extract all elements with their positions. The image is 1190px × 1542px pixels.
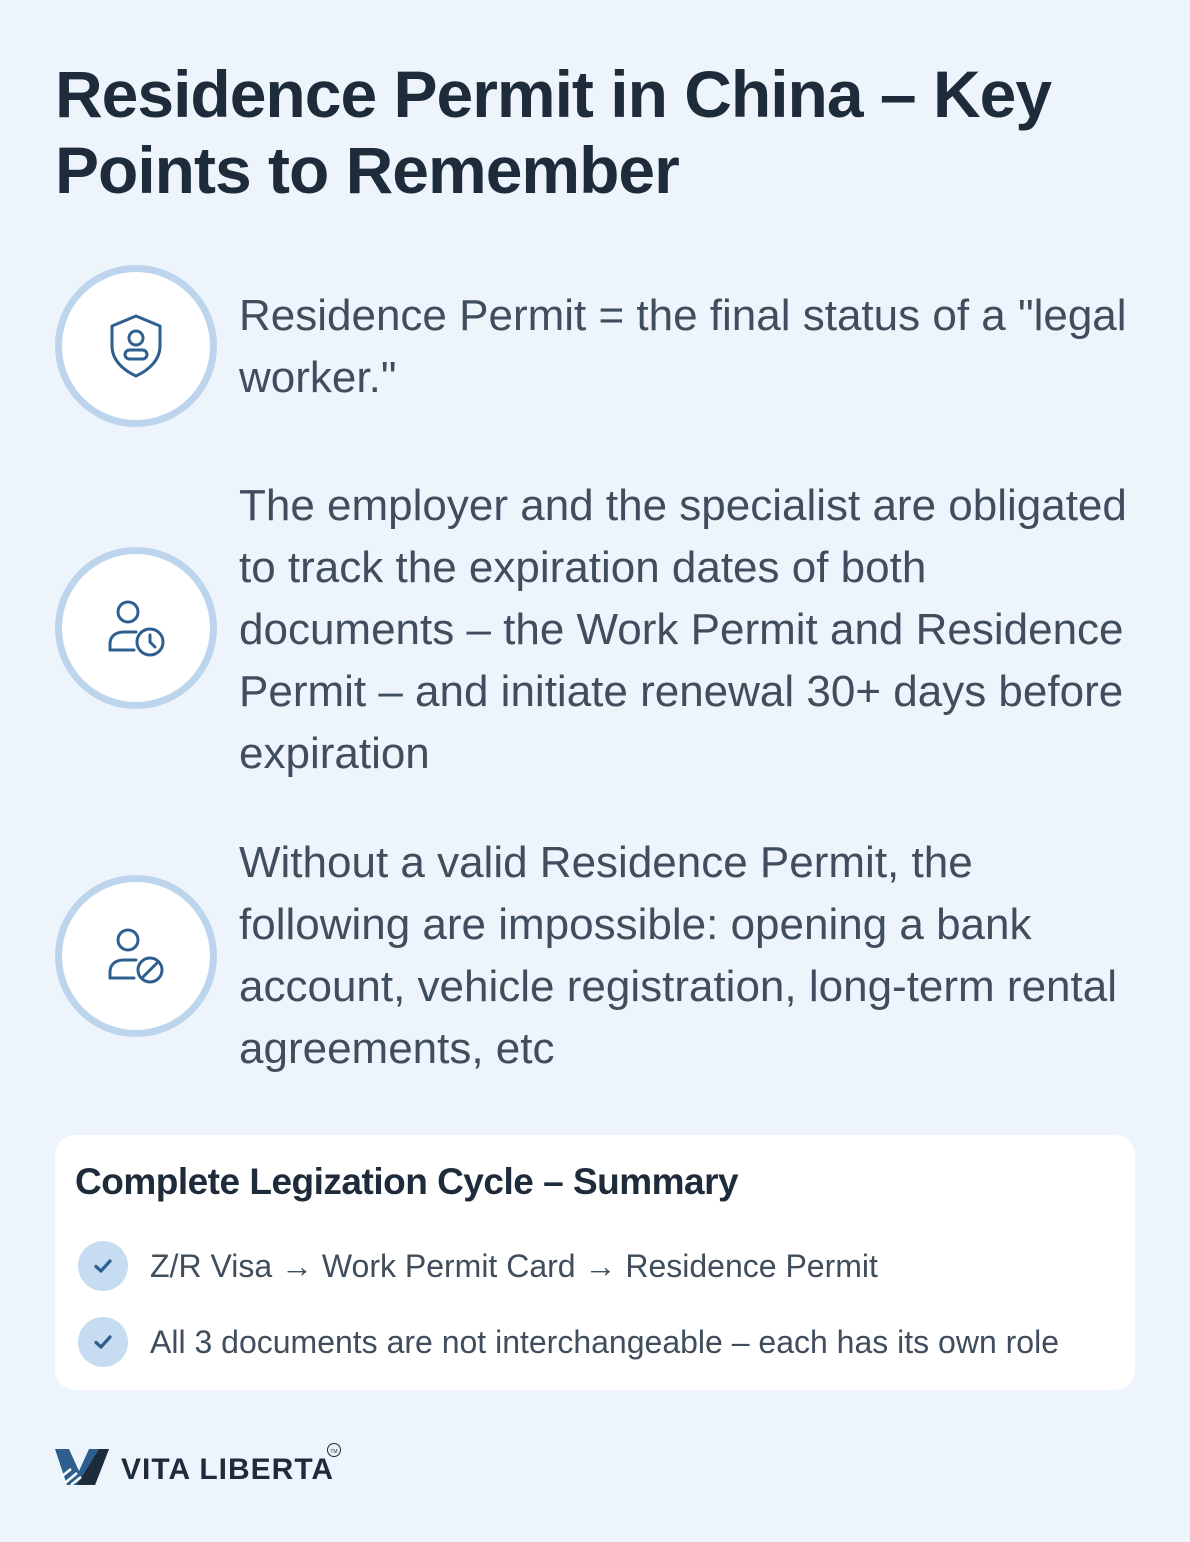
trademark-mark: TM <box>327 1443 341 1457</box>
person-blocked-icon <box>55 875 217 1037</box>
logo-mark-icon <box>55 1445 111 1489</box>
summary-title: Complete Legization Cycle – Summary <box>75 1161 739 1202</box>
check-icon <box>78 1317 128 1367</box>
person-clock-icon <box>55 547 217 709</box>
shield-person-icon <box>55 265 217 427</box>
check-icon <box>78 1241 128 1291</box>
logo-text: VITA LIBERTA <box>121 1453 335 1486</box>
key-point-text: Residence Permit = the final status of a "legal worker." <box>239 291 1127 402</box>
key-point-text: The employer and the specialist are obligated to track the expiration dates of both documents – the Work Permit and Residence Permit – and initiate renewal 30+ days before expiration <box>239 481 1127 778</box>
summary-item <box>78 1238 1118 1290</box>
page-title: Residence Permit in China – Key Points to Remember <box>55 57 1052 207</box>
key-point-legal-status <box>55 265 1135 425</box>
key-point-text: Without a valid Residence Permit, the following are impossible: opening a bank account, vehicle registration, long-term rental agreements, etc <box>239 838 1117 1073</box>
summary-item-text: Z/R Visa → Work Permit Card → Residence Permit <box>150 1248 878 1284</box>
vita-liberta-logo <box>55 1443 375 1493</box>
summary-item <box>78 1314 1118 1366</box>
summary-card <box>55 1135 1135 1390</box>
summary-item-text: All 3 documents are not interchangeable – each has its own role <box>150 1324 1059 1360</box>
key-point-expiration-tracking <box>55 475 1135 795</box>
key-point-restrictions <box>55 832 1135 1092</box>
